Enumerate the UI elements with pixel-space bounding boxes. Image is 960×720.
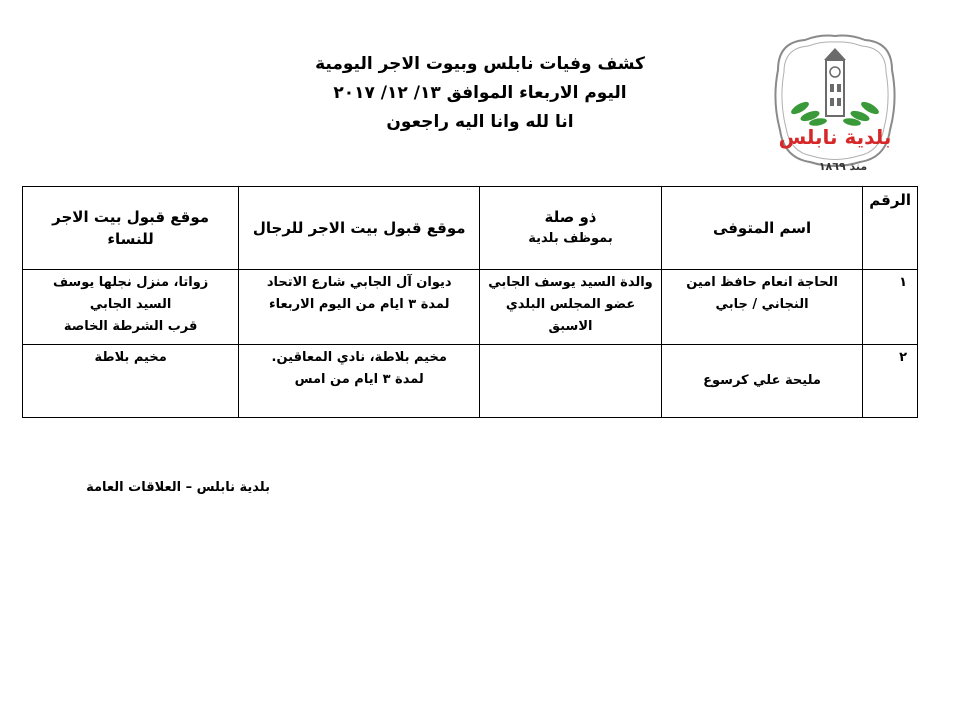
- clock-tower-icon: [824, 48, 846, 116]
- header-number: الرقم: [863, 187, 918, 270]
- row-relation-line: والدة السيد يوسف الجابي: [488, 275, 653, 290]
- row-women-line: قرب الشرطة الخاصة: [63, 319, 198, 334]
- row-men-line: مخيم بلاطة، نادي المعاقين.: [271, 350, 447, 365]
- document-footer: بلدية نابلس – العلاقات العامة: [86, 480, 270, 495]
- header-women-line1: موقع قبول بيت الاجر: [52, 208, 210, 226]
- row-women-location: [23, 345, 239, 418]
- row-name: [661, 345, 862, 418]
- document-header: [280, 50, 680, 137]
- row-number: ٢: [863, 345, 918, 418]
- municipality-logo: [760, 30, 910, 180]
- logo-text: بلدية نابلس: [778, 125, 892, 149]
- header-name: اسم المتوفى: [661, 187, 862, 270]
- row-women-location: [23, 270, 239, 345]
- header-relation-main: ذو صلة: [544, 208, 597, 226]
- header-relation-sub: بموظف بلدية: [528, 231, 613, 246]
- row-number: ١: [863, 270, 918, 345]
- document-date: اليوم الاربعاء الموافق ١٣/ ١٢/ ٢٠١٧: [333, 83, 627, 103]
- header-women-location: [23, 187, 239, 270]
- row-name: [661, 270, 862, 345]
- logo-caption: منذ ١٨٦٩: [818, 160, 868, 173]
- row-relation: [480, 270, 662, 345]
- row-name-line: مليحة علي كرسوع: [703, 373, 821, 388]
- header-relation: [480, 187, 662, 270]
- row-women-line: مخيم بلاطة: [94, 350, 167, 365]
- row-men-location: [239, 270, 480, 345]
- document-title: كشف وفيات نابلس وبيوت الاجر اليومية: [315, 54, 645, 74]
- row-men-line: لمدة ٣ ايام من امس: [294, 372, 424, 387]
- row-men-line: ديوان آل الجابي شارع الاتحاد: [266, 275, 452, 290]
- row-relation: [480, 345, 662, 418]
- deaths-table: [22, 186, 918, 418]
- row-relation-line: عضو المجلس البلدي: [505, 297, 636, 312]
- table-row: [23, 345, 918, 418]
- row-women-line: زواتا، منزل نجلها يوسف: [52, 275, 209, 290]
- row-name-line: الحاجة انعام حافظ امين: [686, 275, 838, 290]
- row-relation-line: الاسبق: [548, 319, 593, 334]
- row-men-line: لمدة ٣ ايام من اليوم الاربعاء: [268, 297, 450, 312]
- row-name-line: النجاني / جابي: [715, 297, 809, 312]
- table-row: [23, 270, 918, 345]
- header-women-line2: للنساء: [107, 230, 154, 248]
- document-verse: انا لله وانا اليه راجعون: [386, 112, 574, 132]
- header-men-location: موقع قبول بيت الاجر للرجال: [239, 187, 480, 270]
- table-header-row: [23, 187, 918, 270]
- row-women-line: السيد الجابي: [89, 297, 172, 312]
- row-men-location: [239, 345, 480, 418]
